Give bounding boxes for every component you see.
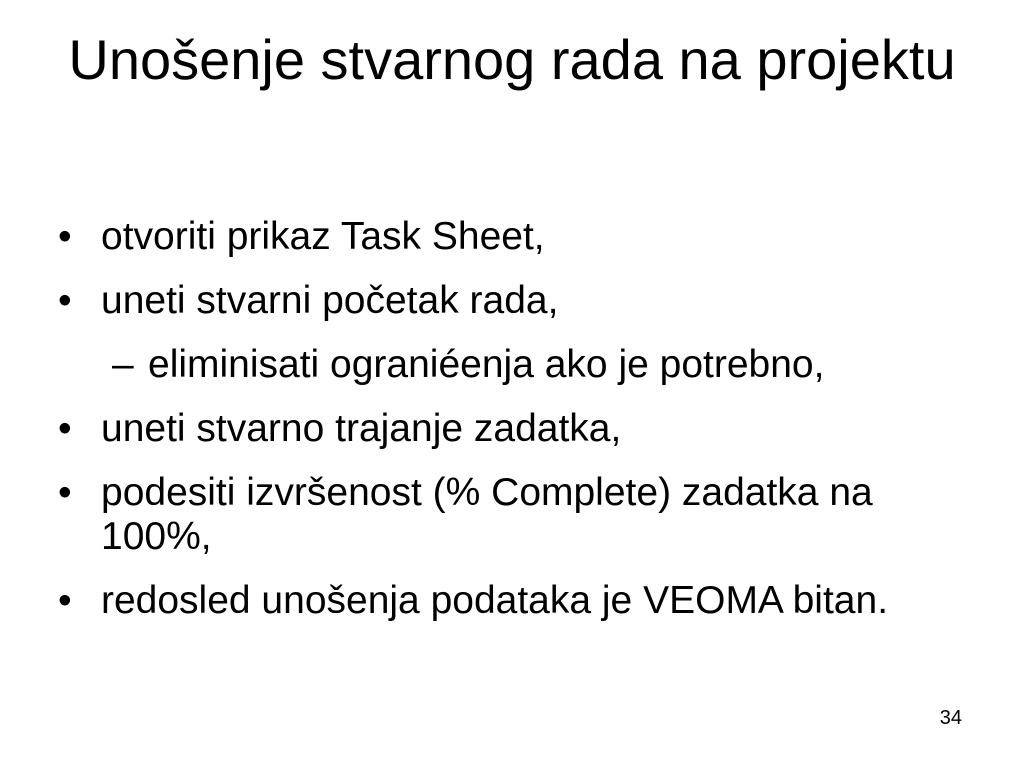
bullet-item-entry-order: [0, 579, 1024, 623]
bullet-marker: •: [58, 215, 72, 258]
bullet-text: otvoriti prikaz Task Sheet,: [101, 215, 545, 258]
sub-bullet-item-remove-constraints: [0, 343, 1024, 387]
bullet-item-percent-complete: [0, 471, 1024, 559]
bullet-marker: •: [58, 471, 72, 514]
bullet-marker: •: [58, 279, 72, 322]
bullet-text: podesiti izvršenost (% Complete) zadatka na 100%,: [101, 471, 873, 558]
bullet-marker: •: [58, 579, 72, 622]
bullet-marker: •: [58, 407, 72, 450]
bullet-text: eliminisati ograniéenja ako je potrebno,: [148, 343, 825, 386]
bullet-text: uneti stvarni početak rada,: [101, 279, 559, 322]
bullet-list: [0, 215, 1024, 643]
page-number: 34: [939, 707, 962, 729]
bullet-item-actual-start: [0, 279, 1024, 323]
bullet-text: uneti stvarno trajanje zadatka,: [101, 407, 622, 450]
slide-title: Unošenje stvarnog rada na projektu: [68, 28, 956, 91]
bullet-text: redosled unošenja podataka je VEOMA bitan.: [101, 579, 889, 622]
bullet-item-actual-duration: [0, 407, 1024, 451]
bullet-item-open-task-sheet: [0, 215, 1024, 259]
dash-marker: –: [112, 343, 134, 386]
